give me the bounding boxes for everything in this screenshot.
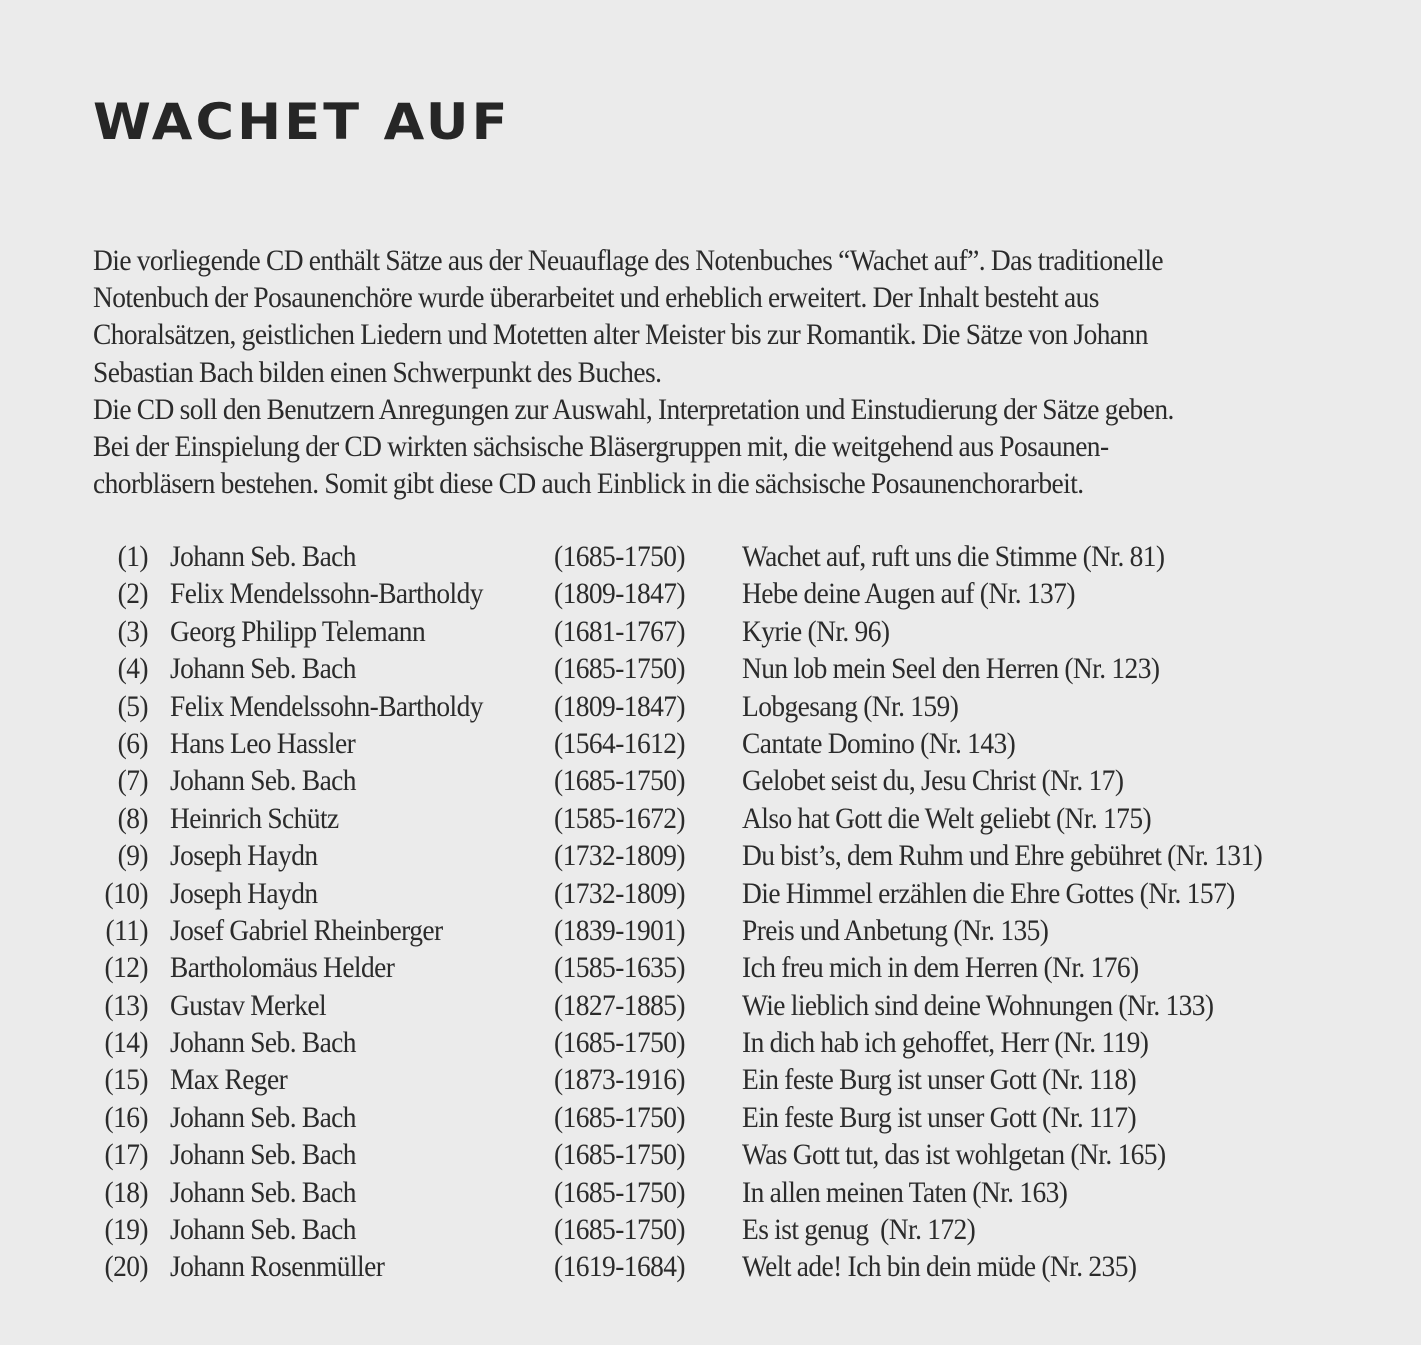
track-row xyxy=(90,988,1350,1025)
track-dates: (1685-1750) xyxy=(554,1214,686,1247)
track-dates: (1685-1750) xyxy=(554,1027,686,1060)
track-row xyxy=(90,1100,1350,1137)
track-title: In dich hab ich gehoffet, Herr (Nr. 119) xyxy=(742,1027,1149,1060)
track-number: (11) xyxy=(105,914,148,947)
track-number: (7) xyxy=(117,765,148,798)
track-row xyxy=(90,913,1350,950)
track-number: (6) xyxy=(117,727,148,760)
track-title: Ein feste Burg ist unser Gott (Nr. 118) xyxy=(742,1064,1137,1097)
track-number: (14) xyxy=(104,1027,148,1060)
track-row xyxy=(90,576,1350,613)
track-dates: (1585-1635) xyxy=(554,952,686,985)
track-row xyxy=(90,950,1350,987)
track-row xyxy=(90,539,1350,576)
track-dates: (1873-1916) xyxy=(554,1064,686,1097)
track-row xyxy=(90,1025,1350,1062)
track-title: Wachet auf, ruft uns die Stimme (Nr. 81) xyxy=(742,541,1165,573)
track-composer: Johann Rosenmüller xyxy=(170,1251,385,1284)
track-composer: Joseph Haydn xyxy=(170,840,318,873)
track-number: (4) xyxy=(117,653,148,686)
track-row xyxy=(90,614,1350,651)
track-composer: Josef Gabriel Rheinberger xyxy=(170,914,443,947)
track-number: (2) xyxy=(117,578,148,611)
track-dates: (1827-1885) xyxy=(554,989,686,1022)
track-title: Preis und Anbetung (Nr. 135) xyxy=(742,914,1049,947)
intro-line: Die CD soll den Benutzern Anregungen zur Auswahl, Interpretation und Einstudierung der Sätze geben. xyxy=(93,393,1174,426)
track-title: Wie lieblich sind deine Wohnungen (Nr. 133) xyxy=(742,989,1214,1022)
track-title: Cantate Domino (Nr. 143) xyxy=(742,727,1016,760)
track-number: (13) xyxy=(104,989,148,1022)
track-number: (8) xyxy=(117,802,148,835)
track-number: (19) xyxy=(104,1214,148,1247)
track-title: Kyrie (Nr. 96) xyxy=(742,615,890,648)
track-composer: Johann Seb. Bach xyxy=(170,541,356,573)
track-dates: (1619-1684) xyxy=(554,1251,686,1284)
track-row xyxy=(90,1175,1350,1212)
track-dates: (1685-1750) xyxy=(554,653,686,686)
track-composer: Heinrich Schütz xyxy=(170,802,339,835)
track-title: Also hat Gott die Welt geliebt (Nr. 175) xyxy=(742,802,1152,835)
track-dates: (1732-1809) xyxy=(554,840,686,873)
track-number: (10) xyxy=(104,877,148,910)
track-dates: (1732-1809) xyxy=(554,877,686,910)
track-title: Nun lob mein Seel den Herren (Nr. 123) xyxy=(742,653,1160,686)
track-dates: (1685-1750) xyxy=(554,1139,686,1172)
intro-line: chorbläsern bestehen. Somit gibt diese CD auch Einblick in die sächsische Posaunenchorarbeit. xyxy=(93,468,1084,501)
track-title: Ich freu mich in dem Herren (Nr. 176) xyxy=(742,952,1139,985)
track-number: (1) xyxy=(117,541,148,573)
intro-line: Die vorliegende CD enthält Sätze aus der Neuauflage des Notenbuches “Wachet auf”. Das traditionelle xyxy=(93,245,1164,277)
track-composer: Felix Mendelssohn-Bartholdy xyxy=(170,690,483,723)
intro-paragraph xyxy=(93,243,1353,503)
track-number: (18) xyxy=(104,1176,148,1209)
track-number: (3) xyxy=(117,615,148,648)
track-title: Du bist’s, dem Ruhm und Ehre gebühret (Nr. 131) xyxy=(742,840,1263,873)
track-composer: Joseph Haydn xyxy=(170,877,318,910)
track-composer: Johann Seb. Bach xyxy=(170,1139,356,1172)
track-number: (20) xyxy=(104,1251,148,1284)
track-dates: (1839-1901) xyxy=(554,914,686,947)
track-title: Ein feste Burg ist unser Gott (Nr. 117) xyxy=(742,1101,1137,1134)
track-dates: (1681-1767) xyxy=(554,615,686,648)
track-composer: Felix Mendelssohn-Bartholdy xyxy=(170,578,483,611)
track-dates: (1685-1750) xyxy=(554,541,686,573)
track-list xyxy=(90,539,1350,1287)
track-title: Lobgesang (Nr. 159) xyxy=(742,690,959,723)
intro-line: Choralsätzen, geistlichen Liedern und Motetten alter Meister bis zur Romantik. Die Sätze von Johann xyxy=(93,319,1148,352)
track-dates: (1809-1847) xyxy=(554,690,686,723)
track-row xyxy=(90,1249,1350,1286)
track-title: Gelobet seist du, Jesu Christ (Nr. 17) xyxy=(742,765,1124,798)
track-number: (15) xyxy=(104,1064,148,1097)
track-number: (9) xyxy=(117,840,148,873)
track-row xyxy=(90,763,1350,800)
track-row xyxy=(90,801,1350,838)
track-title: Was Gott tut, das ist wohlgetan (Nr. 165) xyxy=(742,1139,1166,1172)
track-composer: Johann Seb. Bach xyxy=(170,1101,356,1134)
intro-line: Bei der Einspielung der CD wirkten sächsische Bläsergruppen mit, die weitgehend aus Posaunen- xyxy=(93,431,1109,464)
track-row xyxy=(90,726,1350,763)
track-number: (5) xyxy=(117,690,148,723)
track-dates: (1685-1750) xyxy=(554,1176,686,1209)
track-composer: Hans Leo Hassler xyxy=(170,727,356,760)
track-row xyxy=(90,1062,1350,1099)
track-number: (16) xyxy=(104,1101,148,1134)
track-composer: Johann Seb. Bach xyxy=(170,1214,356,1247)
track-dates: (1585-1672) xyxy=(554,802,686,835)
track-dates: (1809-1847) xyxy=(554,578,686,611)
track-dates: (1685-1750) xyxy=(554,765,686,798)
intro-line: Sebastian Bach bilden einen Schwerpunkt des Buches. xyxy=(93,356,662,389)
track-composer: Max Reger xyxy=(170,1064,288,1097)
track-composer: Johann Seb. Bach xyxy=(170,1176,356,1209)
track-title: Es ist genug (Nr. 172) xyxy=(742,1214,976,1247)
track-row xyxy=(90,1212,1350,1249)
track-composer: Gustav Merkel xyxy=(170,989,327,1022)
track-row xyxy=(90,876,1350,913)
track-row xyxy=(90,838,1350,875)
track-composer: Johann Seb. Bach xyxy=(170,653,356,686)
track-dates: (1685-1750) xyxy=(554,1101,686,1134)
track-number: (17) xyxy=(104,1139,148,1172)
track-composer: Georg Philipp Telemann xyxy=(170,615,426,648)
track-title: Welt ade! Ich bin dein müde (Nr. 235) xyxy=(742,1251,1137,1284)
track-row xyxy=(90,1137,1350,1174)
intro-line: Notenbuch der Posaunenchöre wurde überarbeitet und erheblich erweitert. Der Inhalt besteht aus xyxy=(93,282,1099,315)
track-composer: Bartholomäus Helder xyxy=(170,952,395,985)
track-row xyxy=(90,651,1350,688)
track-row xyxy=(90,689,1350,726)
track-number: (12) xyxy=(104,952,148,985)
track-composer: Johann Seb. Bach xyxy=(170,765,356,798)
track-title: In allen meinen Taten (Nr. 163) xyxy=(742,1176,1068,1209)
track-dates: (1564-1612) xyxy=(554,727,686,760)
track-title: Die Himmel erzählen die Ehre Gottes (Nr. 157) xyxy=(742,877,1235,910)
track-title: Hebe deine Augen auf (Nr. 137) xyxy=(742,578,1075,611)
track-composer: Johann Seb. Bach xyxy=(170,1027,356,1060)
page-title: WACHET AUF xyxy=(93,93,511,151)
